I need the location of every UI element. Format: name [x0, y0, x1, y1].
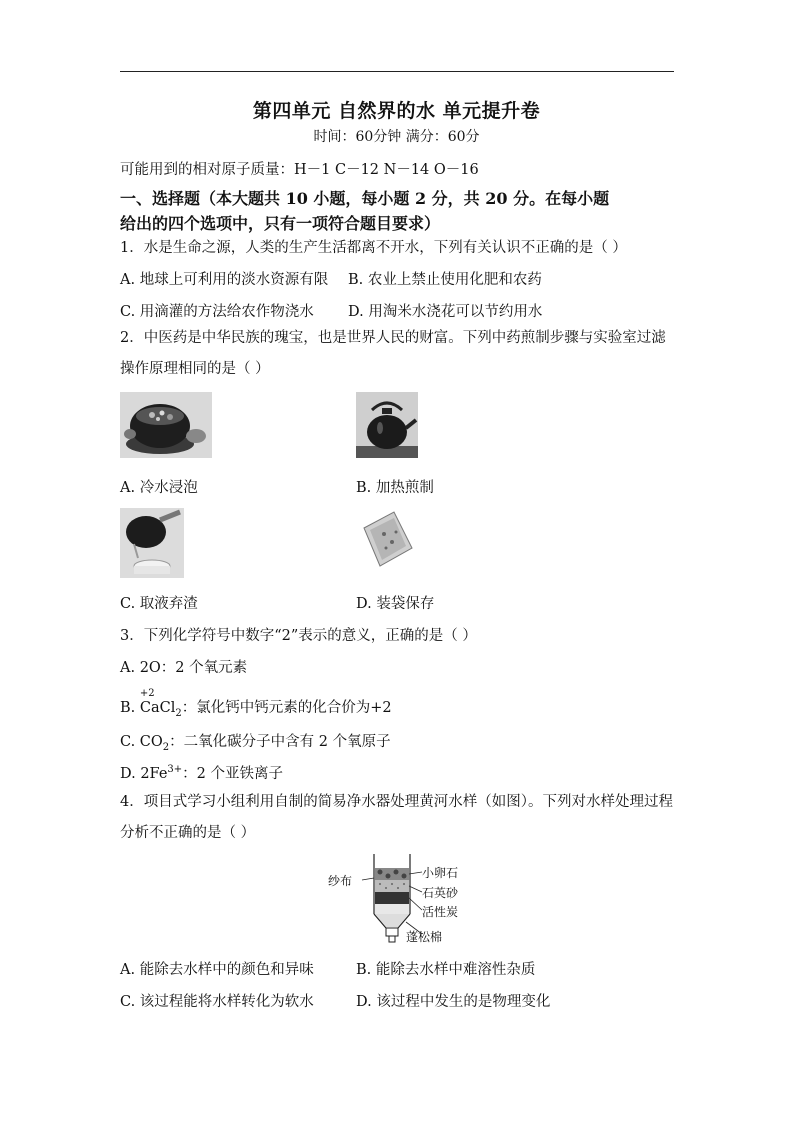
heating-kettle-photo — [356, 392, 418, 458]
q2-option-a: A. 冷水浸泡 — [120, 480, 198, 496]
q2-option-c: C. 取液弃渣 — [120, 596, 198, 612]
atomic-masses: 可能用到的相对原子质量：H－1 C－12 N－14 O－16 — [120, 162, 479, 178]
q3-option-d — [120, 762, 283, 783]
section-heading-line2: 给出的四个选项中，只有一项符合题目要求） — [120, 214, 441, 233]
formula-fe: D. 2Fe — [120, 766, 168, 782]
q3-option-b — [120, 688, 392, 719]
q4-option-c: C. 该过程能将水样转化为软水 — [120, 994, 314, 1010]
herb-bag-photo — [356, 508, 418, 568]
ion-charge: 3+ — [167, 764, 183, 776]
filter-label-pebbles: 小卵石 — [422, 866, 459, 880]
water-filter-diagram — [328, 852, 478, 948]
q3-option-a: A. 2O：2 个氧元素 — [120, 660, 248, 676]
q1-stem: 1．水是生命之源，人类的生产生活都离不开水，下列有关认识不正确的是（ ） — [120, 240, 627, 256]
valence-mark: +2 — [139, 688, 155, 699]
q4-option-b: B. 能除去水样中难溶性杂质 — [356, 962, 536, 978]
section-heading-line1: 一、选择题（本大题共 10 小题，每小题 2 分，共 20 分。在每小题 — [120, 189, 610, 208]
q1-option-b: B. 农业上禁止使用化肥和农药 — [348, 272, 542, 288]
q4-option-a: A. 能除去水样中的颜色和异味 — [120, 962, 314, 978]
filter-label-quartz-sand: 石英砂 — [422, 886, 459, 900]
formula-subscript: 2 — [175, 707, 182, 719]
page-title: 第四单元 自然界的水 单元提升卷 — [252, 100, 541, 122]
q3-option-b-text: ：氯化钙中钙元素的化合价为+2 — [181, 700, 392, 716]
q2-option-d: D. 装袋保存 — [356, 596, 435, 612]
q3-option-c-text: ：二氧化碳分子中含有 2 个氧原子 — [169, 734, 391, 750]
formula-cacl2: CaCl — [139, 700, 176, 716]
q1-option-a: A. 地球上可利用的淡水资源有限 — [120, 272, 329, 288]
q1-option-d: D. 用淘米水浇花可以节约用水 — [348, 304, 543, 320]
q3-stem: 3．下列化学符号中数字“2”表示的意义，正确的是（ ） — [120, 628, 477, 644]
soaking-herbs-photo — [120, 392, 212, 458]
pouring-liquid-photo — [120, 508, 184, 578]
filter-label-activated-carbon: 活性炭 — [422, 905, 459, 919]
header-rule — [120, 71, 674, 72]
q2-option-b: B. 加热煎制 — [356, 480, 434, 496]
q4-stem: 4．项目式学习小组利用自制的简易净水器处理黄河水样（如图）。下列对水样处理过程分析不正确的是（ ） — [120, 794, 673, 841]
q4-option-d: D. 该过程中发生的是物理变化 — [356, 994, 551, 1010]
filter-label-cotton: 蓬松棉 — [406, 930, 443, 944]
q1-option-c: C. 用滴灌的方法给农作物浇水 — [120, 304, 314, 320]
section-heading — [120, 186, 680, 236]
q3-option-d-text: ：2 个亚铁离子 — [182, 766, 283, 782]
q3-option-b-prefix: B. — [120, 700, 140, 716]
q3-option-c — [120, 730, 391, 753]
formula-co2: C. CO — [120, 734, 163, 750]
exam-info: 时间：60分钟 满分：60分 — [313, 129, 480, 145]
filter-label-gauze: 纱布 — [328, 874, 353, 888]
q2-stem: 2．中医药是中华民族的瑰宝，也是世界人民的财富。下列中药煎制步骤与实验室过滤操作原理相同的是（ ） — [120, 330, 666, 377]
formula-subscript: 2 — [162, 741, 170, 753]
